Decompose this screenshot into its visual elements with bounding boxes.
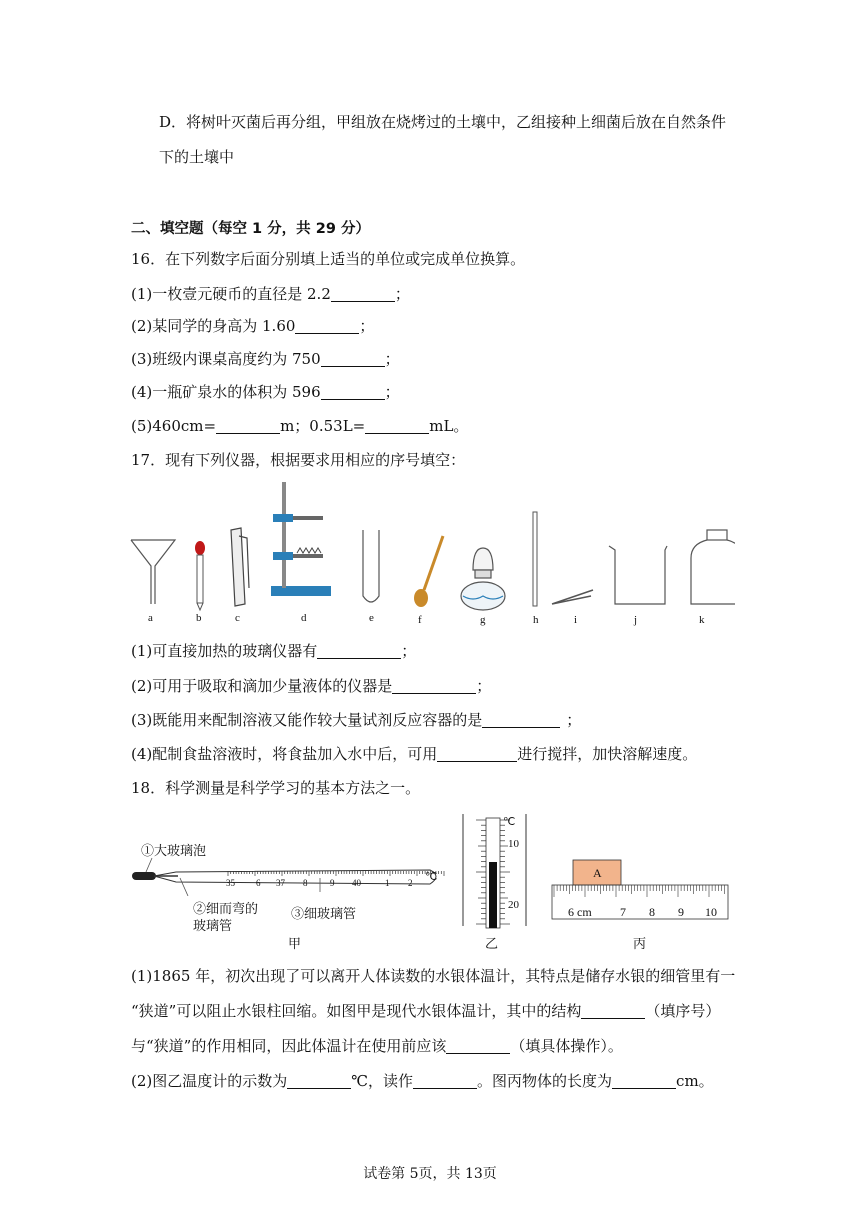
answer-blank[interactable] [321, 350, 385, 367]
scale-unit: ℃ [425, 871, 438, 883]
section-title: 二、填空题（每空 1 分，共 29 分） [131, 221, 370, 237]
scale-label: 6 [256, 878, 261, 888]
funnel-icon [131, 540, 175, 604]
instrument-label: d [301, 612, 307, 624]
q17-item1: (1)可直接加热的玻璃仪器有 ； [131, 642, 417, 660]
answer-blank[interactable] [295, 317, 359, 334]
instrument-label: e [369, 612, 374, 624]
ruler-tick-label: 9 [678, 905, 684, 919]
instrument-label: f [418, 614, 422, 626]
option-d-line1: D．将树叶灭菌后再分组，甲组放在烧烤过的土壤中，乙组接种上细菌后放在自然条件 [159, 113, 727, 131]
answer-blank[interactable] [446, 1037, 510, 1054]
scale-label: 9 [330, 878, 335, 888]
test-tube-clamp-icon [231, 528, 249, 606]
answer-blank[interactable] [321, 383, 385, 400]
scale-label: 35 [226, 878, 235, 888]
ruler-tick-label: 10 [705, 905, 717, 919]
alcohol-lamp-icon [461, 548, 505, 610]
q16-stem: 16．在下列数字后面分别填上适当的单位或完成单位换算。 [131, 250, 526, 268]
ruler-tick-label: 6 cm [568, 905, 592, 919]
figure-caption-yi: 乙 [485, 936, 499, 951]
answer-blank[interactable] [216, 417, 280, 434]
instrument-label: j [634, 614, 638, 626]
spoon-icon [414, 536, 443, 607]
instrument-label: i [574, 614, 578, 626]
block-label: A [593, 866, 602, 880]
q16-item5: (5)460cm= m；0.53L= mL。 [131, 417, 469, 435]
q16-item1: (1)一枚壹元硬币的直径是 2.2 ； [131, 285, 410, 303]
scale-label: 37 [276, 878, 285, 888]
beaker-icon [609, 546, 667, 604]
q18-para1: (1)1865 年，初次出现了可以离开人体读数的水银体温计，其特点是储存水银的细管里有一 [131, 967, 736, 985]
q17-item4: (4)配制食盐溶液时，将食盐加入水中后，可用 进行搅拌，加快溶解速度。 [131, 745, 698, 763]
q17-item2: (2)可用于吸取和滴加少量液体的仪器是 ； [131, 677, 492, 695]
q18-stem: 18．科学测量是科学学习的基本方法之一。 [131, 779, 421, 797]
reagent-bottle-icon [691, 530, 735, 604]
thermometer-label-thin-tube: ③细玻璃管 [291, 906, 357, 921]
scale-label: 40 [352, 878, 361, 888]
scale-label: 1 [385, 878, 390, 888]
instrument-label: k [699, 614, 705, 626]
instrument-label: g [480, 614, 486, 626]
answer-blank[interactable] [482, 711, 560, 728]
glass-rod-icon [533, 512, 537, 606]
tweezers-icon [552, 590, 593, 604]
answer-blank[interactable] [392, 677, 476, 694]
thermometer-figure [460, 814, 530, 930]
scale-label: 8 [303, 878, 308, 888]
q17-item3: (3)既能用来配制溶液又能作较大量试剂反应容器的是 ； [131, 711, 582, 729]
ruler-tick-label: 7 [620, 905, 626, 919]
answer-blank[interactable] [413, 1072, 477, 1089]
instrument-label: b [196, 612, 202, 624]
iron-stand-icon [271, 482, 331, 596]
scale-label: 2 [408, 878, 413, 888]
thermometer-unit: ℃ [503, 816, 516, 828]
q17-stem: 17．现有下列仪器，根据要求用相应的序号填空： [131, 451, 466, 469]
lab-instruments-figure [125, 478, 735, 628]
answer-blank[interactable] [437, 745, 517, 762]
q18-para2: (2)图乙温度计的示数为 ℃，读作 。图丙物体的长度为 cm。 [131, 1072, 714, 1090]
answer-blank[interactable] [365, 417, 429, 434]
thermometer-tick-label: 20 [508, 899, 519, 911]
q16-item3: (3)班级内课桌高度约为 750 ； [131, 350, 400, 368]
ruler-tick-label: 8 [649, 905, 655, 919]
answer-blank[interactable] [287, 1072, 351, 1089]
thermometer-label-bent-tube: ②细而弯的 [193, 901, 259, 916]
figure-caption-bing: 丙 [633, 936, 647, 951]
q18-para1-line2: “狭道”可以阻止水银柱回缩。如图甲是现代水银体温计，其中的结构 （填序号） [131, 1002, 721, 1020]
answer-blank[interactable] [317, 642, 401, 659]
thermometer-tick-label: 10 [508, 838, 519, 850]
q18-para1-line3: 与“狭道”的作用相同，因此体温计在使用前应该 （填具体操作）。 [131, 1037, 623, 1055]
option-d-line2: 下的土壤中 [159, 148, 235, 166]
figure-caption-jia: 甲 [288, 936, 302, 951]
answer-blank[interactable] [331, 285, 395, 302]
test-tube-icon [363, 530, 379, 602]
q16-item2: (2)某同学的身高为 1.60 ； [131, 317, 375, 335]
page-footer: 试卷第 5页，共 13页 [363, 1166, 497, 1182]
dropper-icon [195, 541, 205, 610]
answer-blank[interactable] [612, 1072, 676, 1089]
q16-item4: (4)一瓶矿泉水的体积为 596 ； [131, 383, 400, 401]
thermometer-label-bent-tube-2: 玻璃管 [193, 918, 233, 933]
instrument-label: c [235, 612, 240, 624]
thermometer-label-bulb: ①大玻璃泡 [141, 843, 207, 858]
instrument-label: h [533, 614, 539, 626]
answer-blank[interactable] [581, 1002, 645, 1019]
instrument-label: a [148, 612, 153, 624]
